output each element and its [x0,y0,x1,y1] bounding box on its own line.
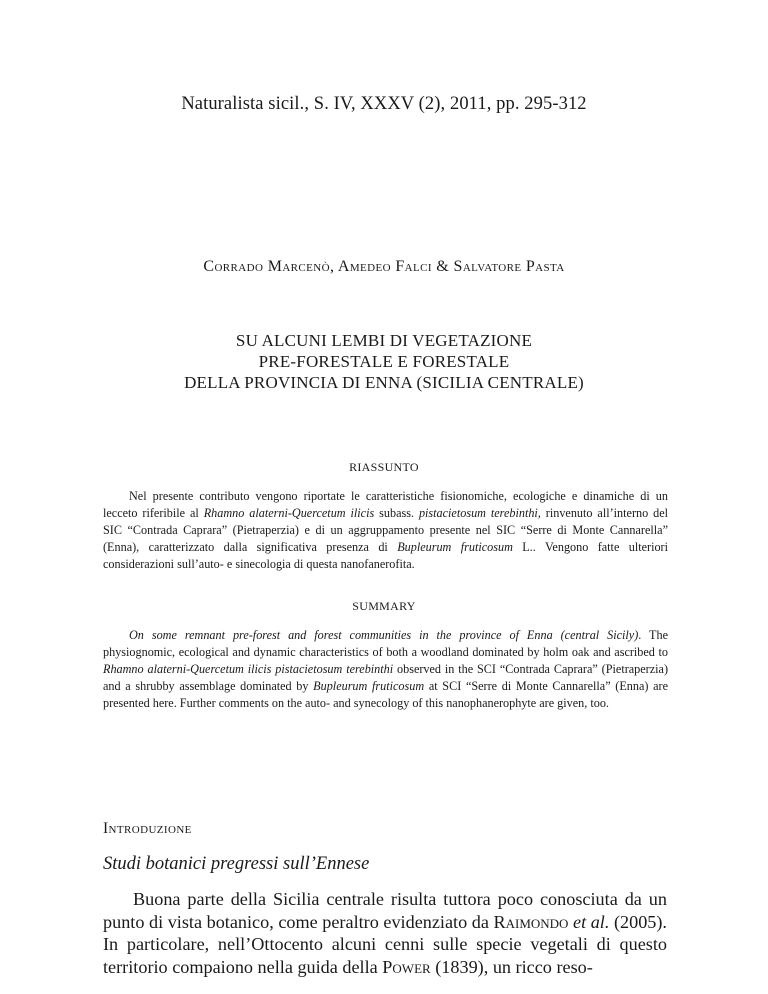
title-line: PRE-FORESTALE E FORESTALE [258,352,510,371]
article-title [0,330,768,393]
summary-text: On some remnant pre-forest and forest communities in the province of Enna (central Sicily). The physiognomic, ecological and dynamic characteristics of both a woodland dominated by holm oak and ascribed to Rhamno alaterni-Quercetum ilicis pistacietosum terebinthi observed in the SCI “Contrada Caprara” (Pietraperzia) and a shrubby assemblage dominated by Bupleurum fruticosum at SCI “Serre di Monte Cannarella” (Enna) are presented here. Further comments on the auto- and synecology of this nanophanerophyte are given, too. [103,628,669,710]
author-list: Corrado Marcenò, Amedeo Falci & Salvatore Pasta [203,258,565,275]
title-line: DELLA PROVINCIA DI ENNA (SICILIA CENTRALE) [184,373,584,392]
riassunto-heading: RIASSUNTO [349,460,419,474]
subsection-heading: Studi botanici pregressi sull’Ennese [103,854,370,874]
journal-citation: Naturalista sicil., S. IV, XXXV (2), 2011, pp. 295-312 [181,94,587,114]
title-line: SU ALCUNI LEMBI DI VEGETAZIONE [235,331,533,350]
summary-heading: SUMMARY [352,599,416,613]
body-paragraph: Buona parte della Sicilia centrale risulta tuttora poco conosciuta da un punto di vista botanico, come peraltro evidenziato da Raimondo et al. (2005). In particolare, nell’Ottocento alcuni cenni sulle specie vegetali di questo territorio compaiono nella guida della Power (1839), un ricco reso- [103,889,667,977]
riassunto-text: Nel presente contributo vengono riportate le caratteristiche fisionomiche, ecologiche e dinamiche di un lecceto riferibile al Rhamno alaterni-Quercetum ilicis subass. pistacietosum terebinthi, rinvenuto all’interno del SIC “Contrada Caprara” (Pietraperzia) e di un aggruppamento presente nel SIC “Serre di Monte Cannarella” (Enna), caratterizzato dalla significativa presenza di Bupleurum fruticosum L.. Vengono fatte ulteriori considerazioni sull’auto- e sinecologia di questa nanofanerofita. [103,489,669,571]
introduzione-heading: Introduzione [103,820,192,837]
